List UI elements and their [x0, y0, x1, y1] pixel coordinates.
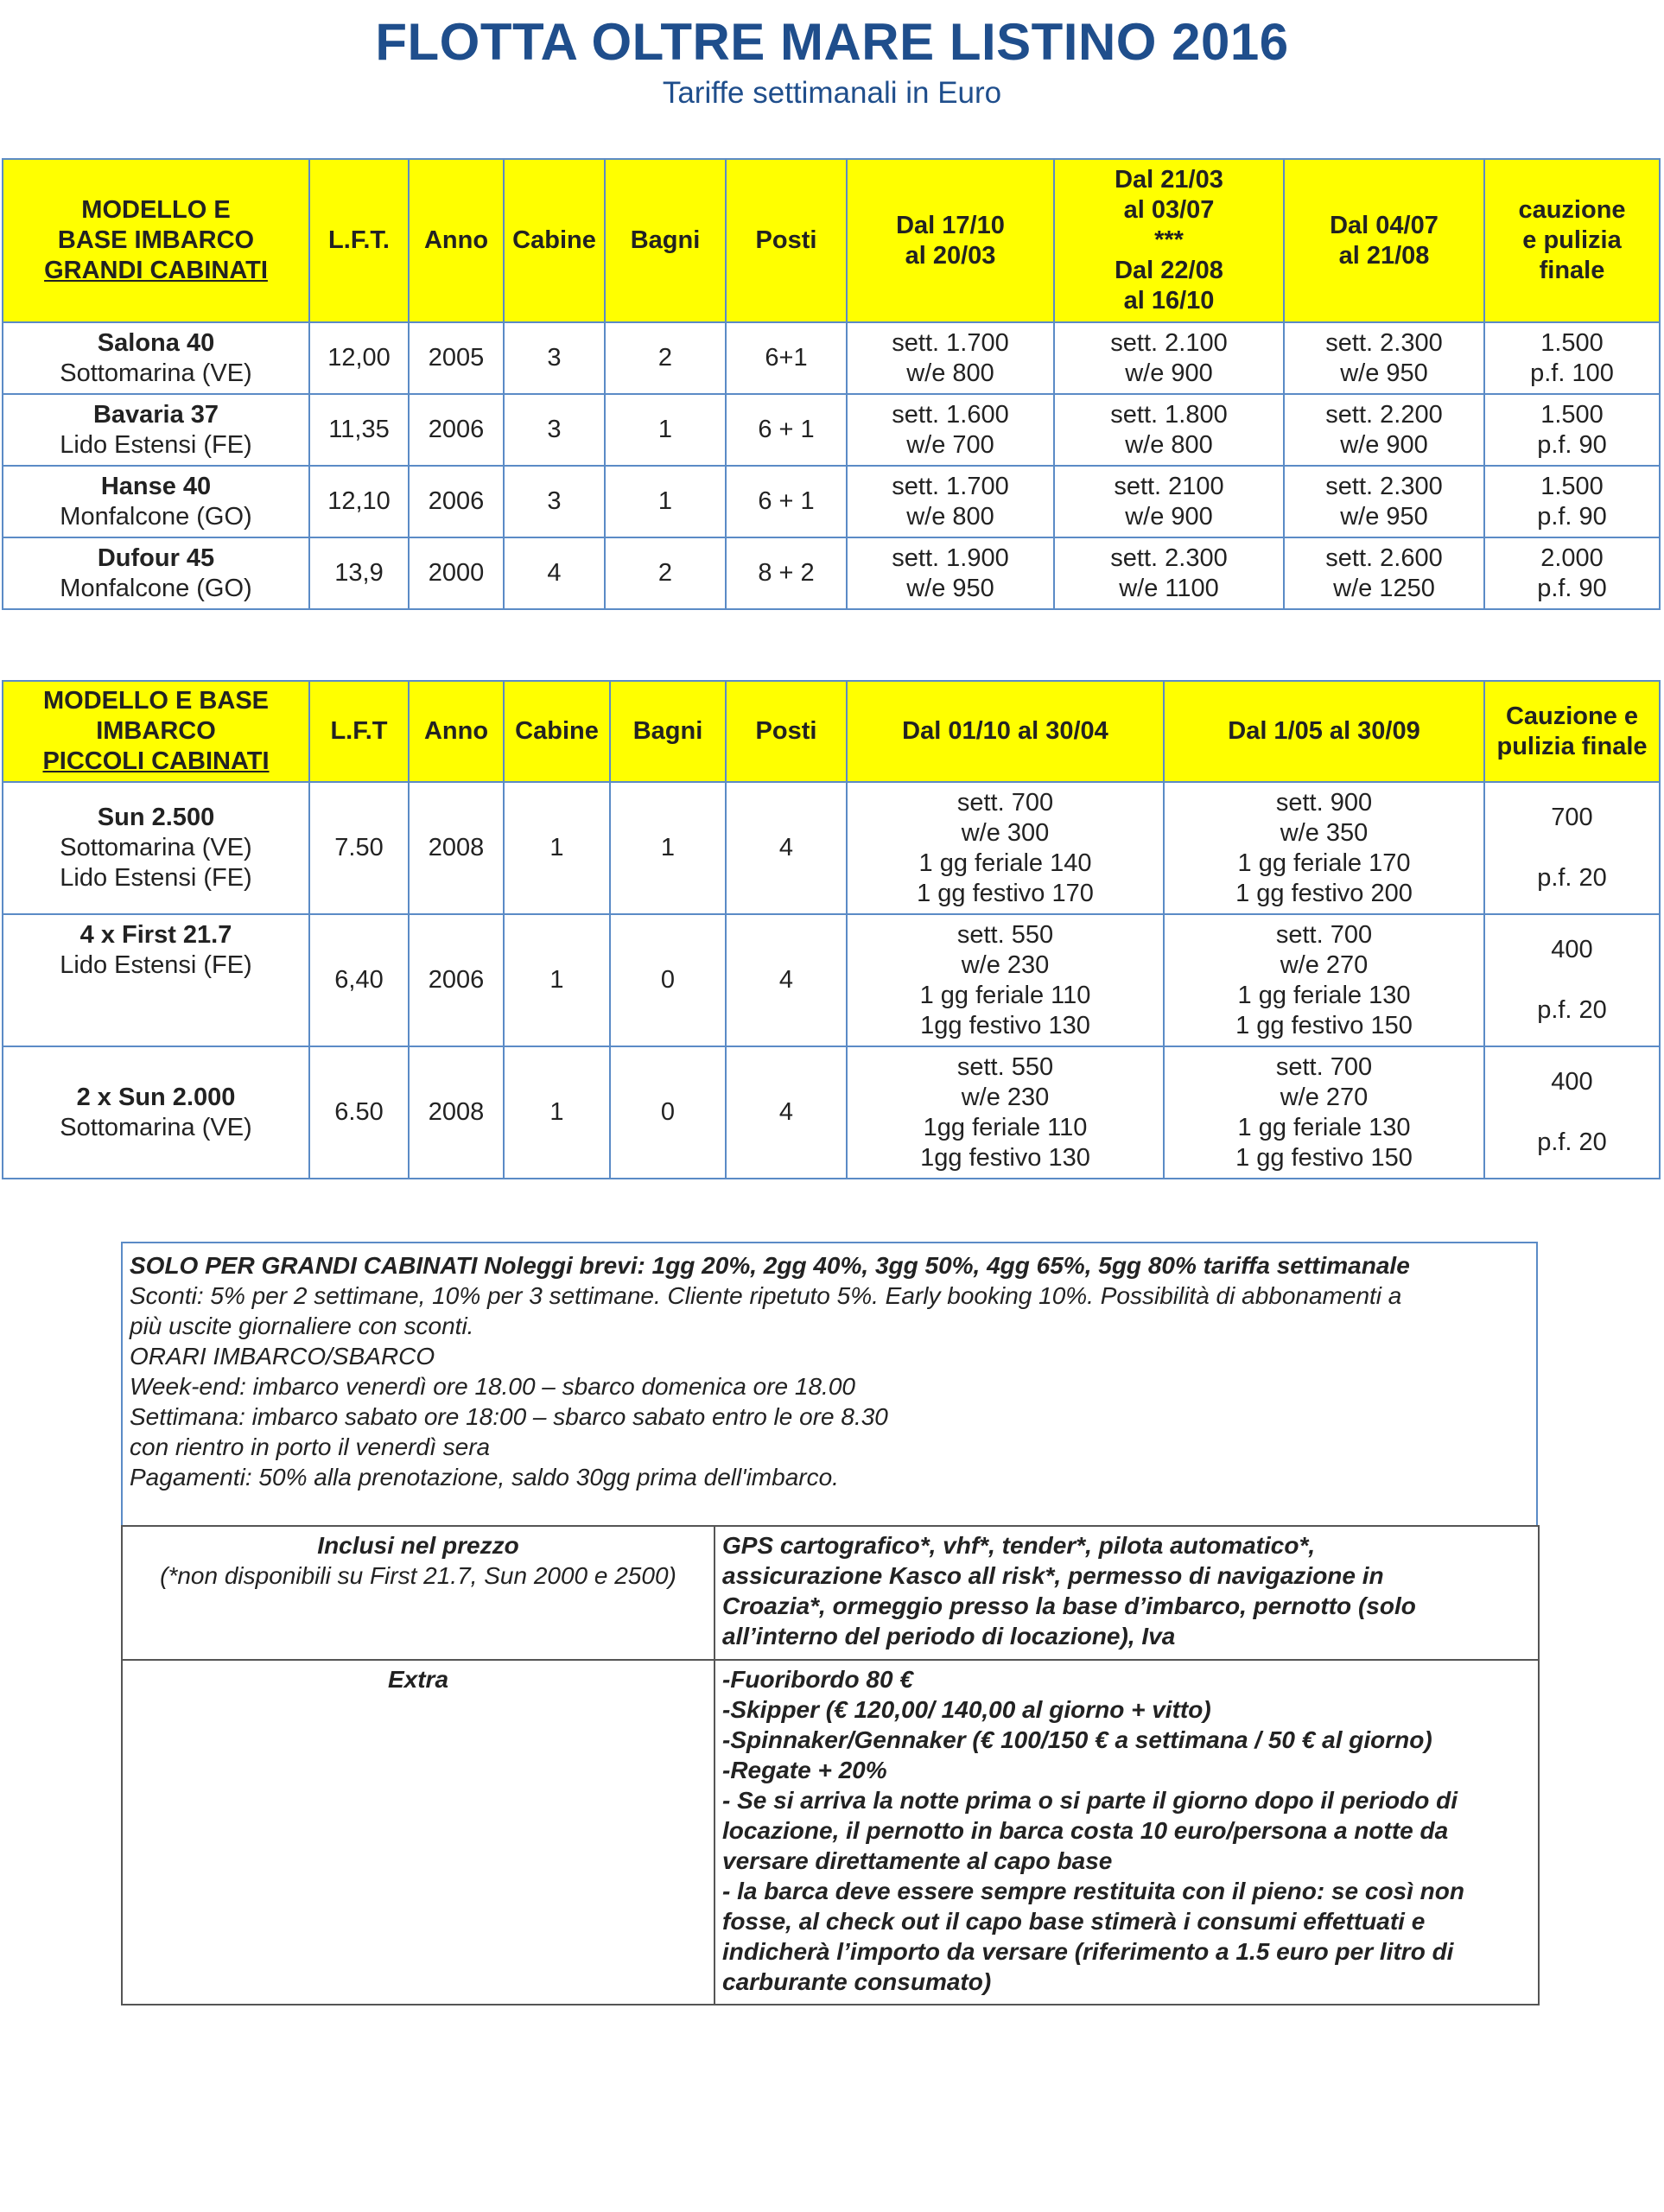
included-extra-table [121, 1525, 1540, 2005]
bagni-cell: 0 [610, 914, 726, 1046]
header-model-line-1: MODELLO E [81, 196, 231, 224]
boat-name: 4 x First 21.7 [79, 921, 232, 949]
lft-cell: 11,35 [309, 394, 409, 466]
header-model-line-1: MODELLO E BASE [42, 687, 269, 715]
price-period-1: sett. 1.700 w/e 800 [847, 466, 1054, 537]
cauzione-cell: 1.500 p.f. 90 [1484, 394, 1660, 466]
extra-value: -Fuoribordo 80 € -Skipper (€ 120,00/ 140,00 al giorno + vitto) -Spinnaker/Gennaker (€ 100/150 € a settimana / 50 € al giorno) -Regate + 20% - Se si arriva la notte prima o si parte il giorno dopo il periodo di locazione, il pernotto in barca costa 10 euro/persona a notte da versare direttamente al capo base - la barca deve essere sempre restituita con il pieno: se così non fosse, al check out il capo base stimerà i consumi effettuati e indicherà l’importo da versare (riferimento a 1.5 euro per litro di carburante consumato) [715, 1660, 1539, 2005]
header-model-line-3: GRANDI CABINATI [44, 257, 268, 284]
cabine-cell: 3 [504, 394, 605, 466]
boat-name: Bavaria 37 [92, 400, 219, 429]
header-model [3, 681, 309, 782]
cauzione-cell: 700 p.f. 20 [1484, 782, 1660, 914]
inclusi-row [122, 1526, 1539, 1660]
bagni-cell: 2 [605, 322, 726, 394]
header-lft: L.F.T [309, 681, 409, 782]
bagni-cell: 1 [610, 782, 726, 914]
boat-base: Lido Estensi (FE) [60, 951, 252, 979]
inclusi-value: GPS cartografico*, vhf*, tender*, pilota automatico*, assicurazione Kasco all risk*, permesso di navigazione in Croazia*, ormeggio presso la base d’imbarco, pernotto (solo all’interno del periodo di locazione), Iva [715, 1526, 1539, 1660]
table-row [3, 537, 1660, 609]
header-model-line-3: PICCOLI CABINATI [42, 747, 270, 775]
header-model [3, 159, 309, 322]
price-period-2: sett. 700 w/e 270 1 gg feriale 130 1 gg festivo 150 [1164, 1046, 1484, 1179]
boat-cell [3, 914, 309, 1046]
table-header-row [3, 159, 1660, 322]
posti-cell: 6 + 1 [726, 394, 847, 466]
header-bagni: Bagni [610, 681, 726, 782]
anno-cell: 2006 [409, 466, 504, 537]
notes-line: SOLO PER GRANDI CABINATI Noleggi brevi: 1gg 20%, 2gg 40%, 3gg 50%, 4gg 65%, 5gg 80% tariffa settimanale [130, 1252, 1410, 1279]
notes-line: Pagamenti: 50% alla prenotazione, saldo 30gg prima dell'imbarco. [130, 1464, 839, 1491]
boat-base: Sottomarina (VE) [60, 359, 252, 387]
price-period-2: sett. 2.300 w/e 1100 [1054, 537, 1284, 609]
posti-cell: 6 + 1 [726, 466, 847, 537]
price-period-2: sett. 900 w/e 350 1 gg feriale 170 1 gg festivo 200 [1164, 782, 1484, 914]
cauzione-cell: 400 p.f. 20 [1484, 1046, 1660, 1179]
anno-cell: 2006 [409, 394, 504, 466]
table-row [3, 914, 1660, 1046]
inclusi-sublabel: (*non disponibili su First 21.7, Sun 2000 e 2500) [160, 1562, 676, 1589]
boat-cell [3, 394, 309, 466]
bagni-cell: 2 [605, 537, 726, 609]
table-row [3, 322, 1660, 394]
price-period-1: sett. 550 w/e 230 1gg feriale 110 1gg festivo 130 [847, 1046, 1164, 1179]
notes-line: ORARI IMBARCO/SBARCO [130, 1343, 435, 1370]
header-cauzione: cauzione e pulizia finale [1484, 159, 1660, 322]
boat-cell [3, 322, 309, 394]
cabine-cell: 3 [504, 322, 605, 394]
lft-cell: 6.50 [309, 1046, 409, 1179]
boat-cell [3, 466, 309, 537]
cauzione-cell: 1.500 p.f. 90 [1484, 466, 1660, 537]
grandi-cabinati-table [2, 158, 1661, 610]
anno-cell: 2000 [409, 537, 504, 609]
table-row [3, 782, 1660, 914]
anno-cell: 2005 [409, 322, 504, 394]
price-period-1: sett. 550 w/e 230 1 gg feriale 110 1gg festivo 130 [847, 914, 1164, 1046]
bagni-cell: 1 [605, 466, 726, 537]
cabine-cell: 4 [504, 537, 605, 609]
cauzione-cell: 1.500 p.f. 100 [1484, 322, 1660, 394]
lft-cell: 12,00 [309, 322, 409, 394]
header-anno: Anno [409, 159, 504, 322]
header-posti: Posti [726, 159, 847, 322]
header-lft: L.F.T. [309, 159, 409, 322]
boat-name: Hanse 40 [100, 472, 212, 500]
header-period-1: Dal 01/10 al 30/04 [847, 681, 1164, 782]
lft-cell: 12,10 [309, 466, 409, 537]
inclusi-label: Inclusi nel prezzo [317, 1532, 519, 1559]
bagni-cell: 1 [605, 394, 726, 466]
conditions-notes [121, 1242, 1538, 1525]
header-period-3: Dal 04/07 al 21/08 [1284, 159, 1484, 322]
price-period-3: sett. 2.600 w/e 1250 [1284, 537, 1484, 609]
header-cabine: Cabine [504, 159, 605, 322]
anno-cell: 2008 [409, 1046, 504, 1179]
boat-base: Lido Estensi (FE) [60, 430, 252, 459]
header-period-2: Dal 1/05 al 30/09 [1164, 681, 1484, 782]
header-cauzione: Cauzione e pulizia finale [1484, 681, 1660, 782]
notes-line: Week-end: imbarco venerdì ore 18.00 – sbarco domenica ore 18.00 [130, 1373, 855, 1400]
price-period-1: sett. 700 w/e 300 1 gg feriale 140 1 gg festivo 170 [847, 782, 1164, 914]
boat-name: Salona 40 [97, 328, 215, 357]
piccoli-cabinati-table [2, 680, 1661, 1179]
lft-cell: 7.50 [309, 782, 409, 914]
header-anno: Anno [409, 681, 504, 782]
header-model-line-2: BASE IMBARCO [57, 226, 255, 254]
boat-base: Monfalcone (GO) [60, 574, 252, 602]
table-row [3, 394, 1660, 466]
price-period-2: sett. 2.100 w/e 900 [1054, 322, 1284, 394]
cauzione-cell: 2.000 p.f. 90 [1484, 537, 1660, 609]
notes-line: più uscite giornaliere con sconti. [130, 1313, 474, 1339]
boat-cell [3, 782, 309, 914]
header-bagni: Bagni [605, 159, 726, 322]
table-row [3, 1046, 1660, 1179]
anno-cell: 2006 [409, 914, 504, 1046]
extra-row [122, 1660, 1539, 2005]
price-period-3: sett. 2.200 w/e 900 [1284, 394, 1484, 466]
page-title: FLOTTA OLTRE MARE LISTINO 2016 [375, 13, 1289, 71]
posti-cell: 4 [726, 782, 847, 914]
posti-cell: 8 + 2 [726, 537, 847, 609]
header-cabine: Cabine [504, 681, 610, 782]
header-posti: Posti [726, 681, 847, 782]
price-period-2: sett. 700 w/e 270 1 gg feriale 130 1 gg festivo 150 [1164, 914, 1484, 1046]
cabine-cell: 3 [504, 466, 605, 537]
lft-cell: 6,40 [309, 914, 409, 1046]
notes-line: Settimana: imbarco sabato ore 18:00 – sbarco sabato entro le ore 8.30 [130, 1403, 888, 1430]
posti-cell: 4 [726, 1046, 847, 1179]
boat-name: Sun 2.500 [97, 804, 215, 831]
cabine-cell: 1 [504, 1046, 610, 1179]
inclusi-label-cell [122, 1526, 715, 1660]
cabine-cell: 1 [504, 782, 610, 914]
boat-name: Dufour 45 [97, 543, 215, 572]
price-period-1: sett. 1.900 w/e 950 [847, 537, 1054, 609]
boat-cell [3, 1046, 309, 1179]
cabine-cell: 1 [504, 914, 610, 1046]
price-period-3: sett. 2.300 w/e 950 [1284, 322, 1484, 394]
cauzione-cell: 400 p.f. 20 [1484, 914, 1660, 1046]
price-period-2: sett. 1.800 w/e 800 [1054, 394, 1284, 466]
lft-cell: 13,9 [309, 537, 409, 609]
posti-cell: 6+1 [726, 322, 847, 394]
boat-cell [3, 537, 309, 609]
price-period-1: sett. 1.700 w/e 800 [847, 322, 1054, 394]
boat-base: Monfalcone (GO) [60, 502, 252, 531]
anno-cell: 2008 [409, 782, 504, 914]
table-header-row [3, 681, 1660, 782]
table-row [3, 466, 1660, 537]
boat-base: Sottomarina (VE) [60, 1113, 252, 1141]
price-period-2: sett. 2100 w/e 900 [1054, 466, 1284, 537]
notes-line: con rientro in porto il venerdì sera [130, 1433, 491, 1460]
extra-label: Extra [122, 1660, 715, 2005]
price-period-3: sett. 2.300 w/e 950 [1284, 466, 1484, 537]
page-subtitle: Tariffe settimanali in Euro [662, 76, 1002, 110]
posti-cell: 4 [726, 914, 847, 1046]
boat-base: Sottomarina (VE) Lido Estensi (FE) [60, 834, 252, 892]
header-period-2: Dal 21/03 al 03/07 *** Dal 22/08 al 16/10 [1054, 159, 1284, 322]
header-period-1: Dal 17/10 al 20/03 [847, 159, 1054, 322]
boat-name: 2 x Sun 2.000 [76, 1083, 236, 1111]
header-model-line-2: IMBARCO [96, 717, 216, 745]
notes-line: Sconti: 5% per 2 settimane, 10% per 3 settimane. Cliente ripetuto 5%. Early booking 10%. Possibilità di abbonamenti a [130, 1282, 1402, 1309]
bagni-cell: 0 [610, 1046, 726, 1179]
price-period-1: sett. 1.600 w/e 700 [847, 394, 1054, 466]
